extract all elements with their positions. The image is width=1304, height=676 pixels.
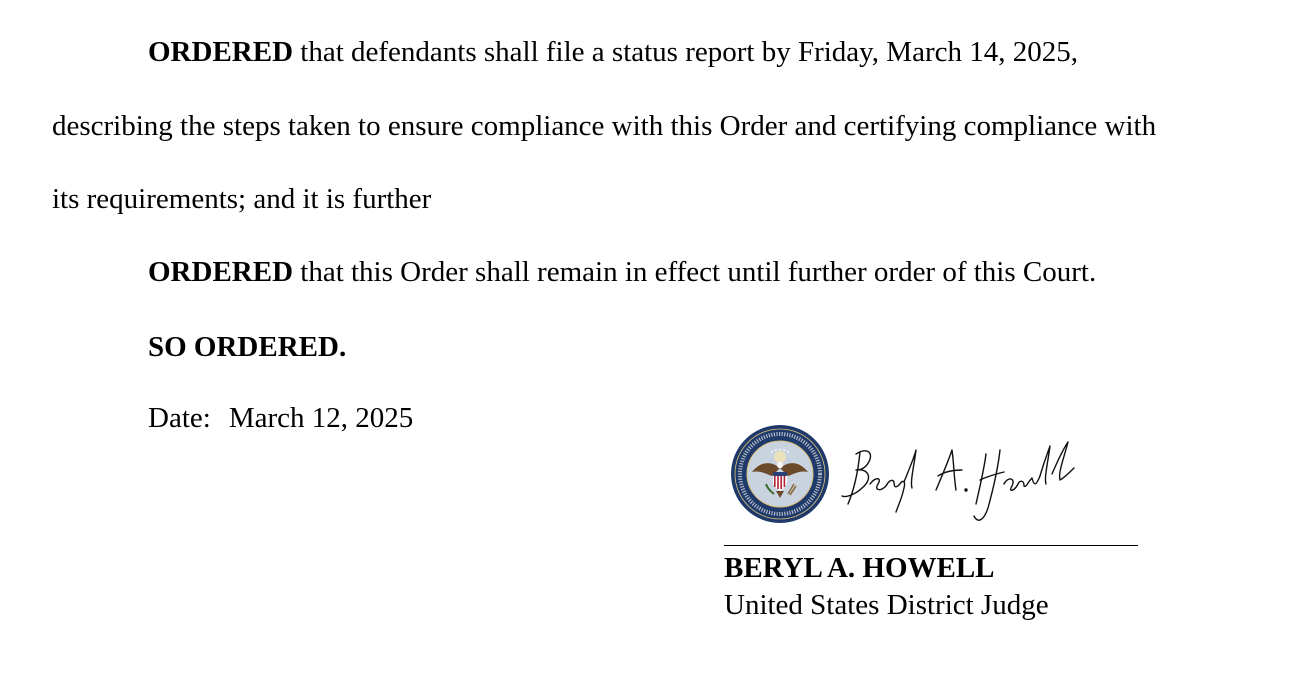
ordered-keyword: ORDERED: [148, 256, 294, 288]
date-label: Date:: [148, 402, 211, 434]
judge-signature-icon: [838, 432, 1088, 530]
order-paragraph-1-line-3: its requirements; and it is further: [52, 183, 432, 215]
court-seal-icon: [730, 424, 830, 524]
judge-title: United States District Judge: [724, 589, 1049, 621]
order-paragraph-2: [148, 258, 1096, 287]
order-paragraph-1-line-2: describing the steps taken to ensure compliance with this Order and certifying compliance with: [52, 110, 1157, 142]
ordered-keyword: ORDERED: [148, 36, 294, 68]
date-line: [148, 404, 413, 433]
paragraph-text: that this Order shall remain in effect until further order of this Court.: [293, 256, 1097, 288]
date-value: March 12, 2025: [228, 402, 414, 434]
so-ordered-heading: SO ORDERED.: [148, 331, 347, 363]
order-paragraph-1-line-1: [148, 38, 1078, 67]
signature-line: [724, 545, 1138, 546]
judge-name: BERYL A. HOWELL: [724, 552, 995, 584]
paragraph-text: that defendants shall file a status report by Friday, March 14, 2025,: [293, 36, 1078, 68]
